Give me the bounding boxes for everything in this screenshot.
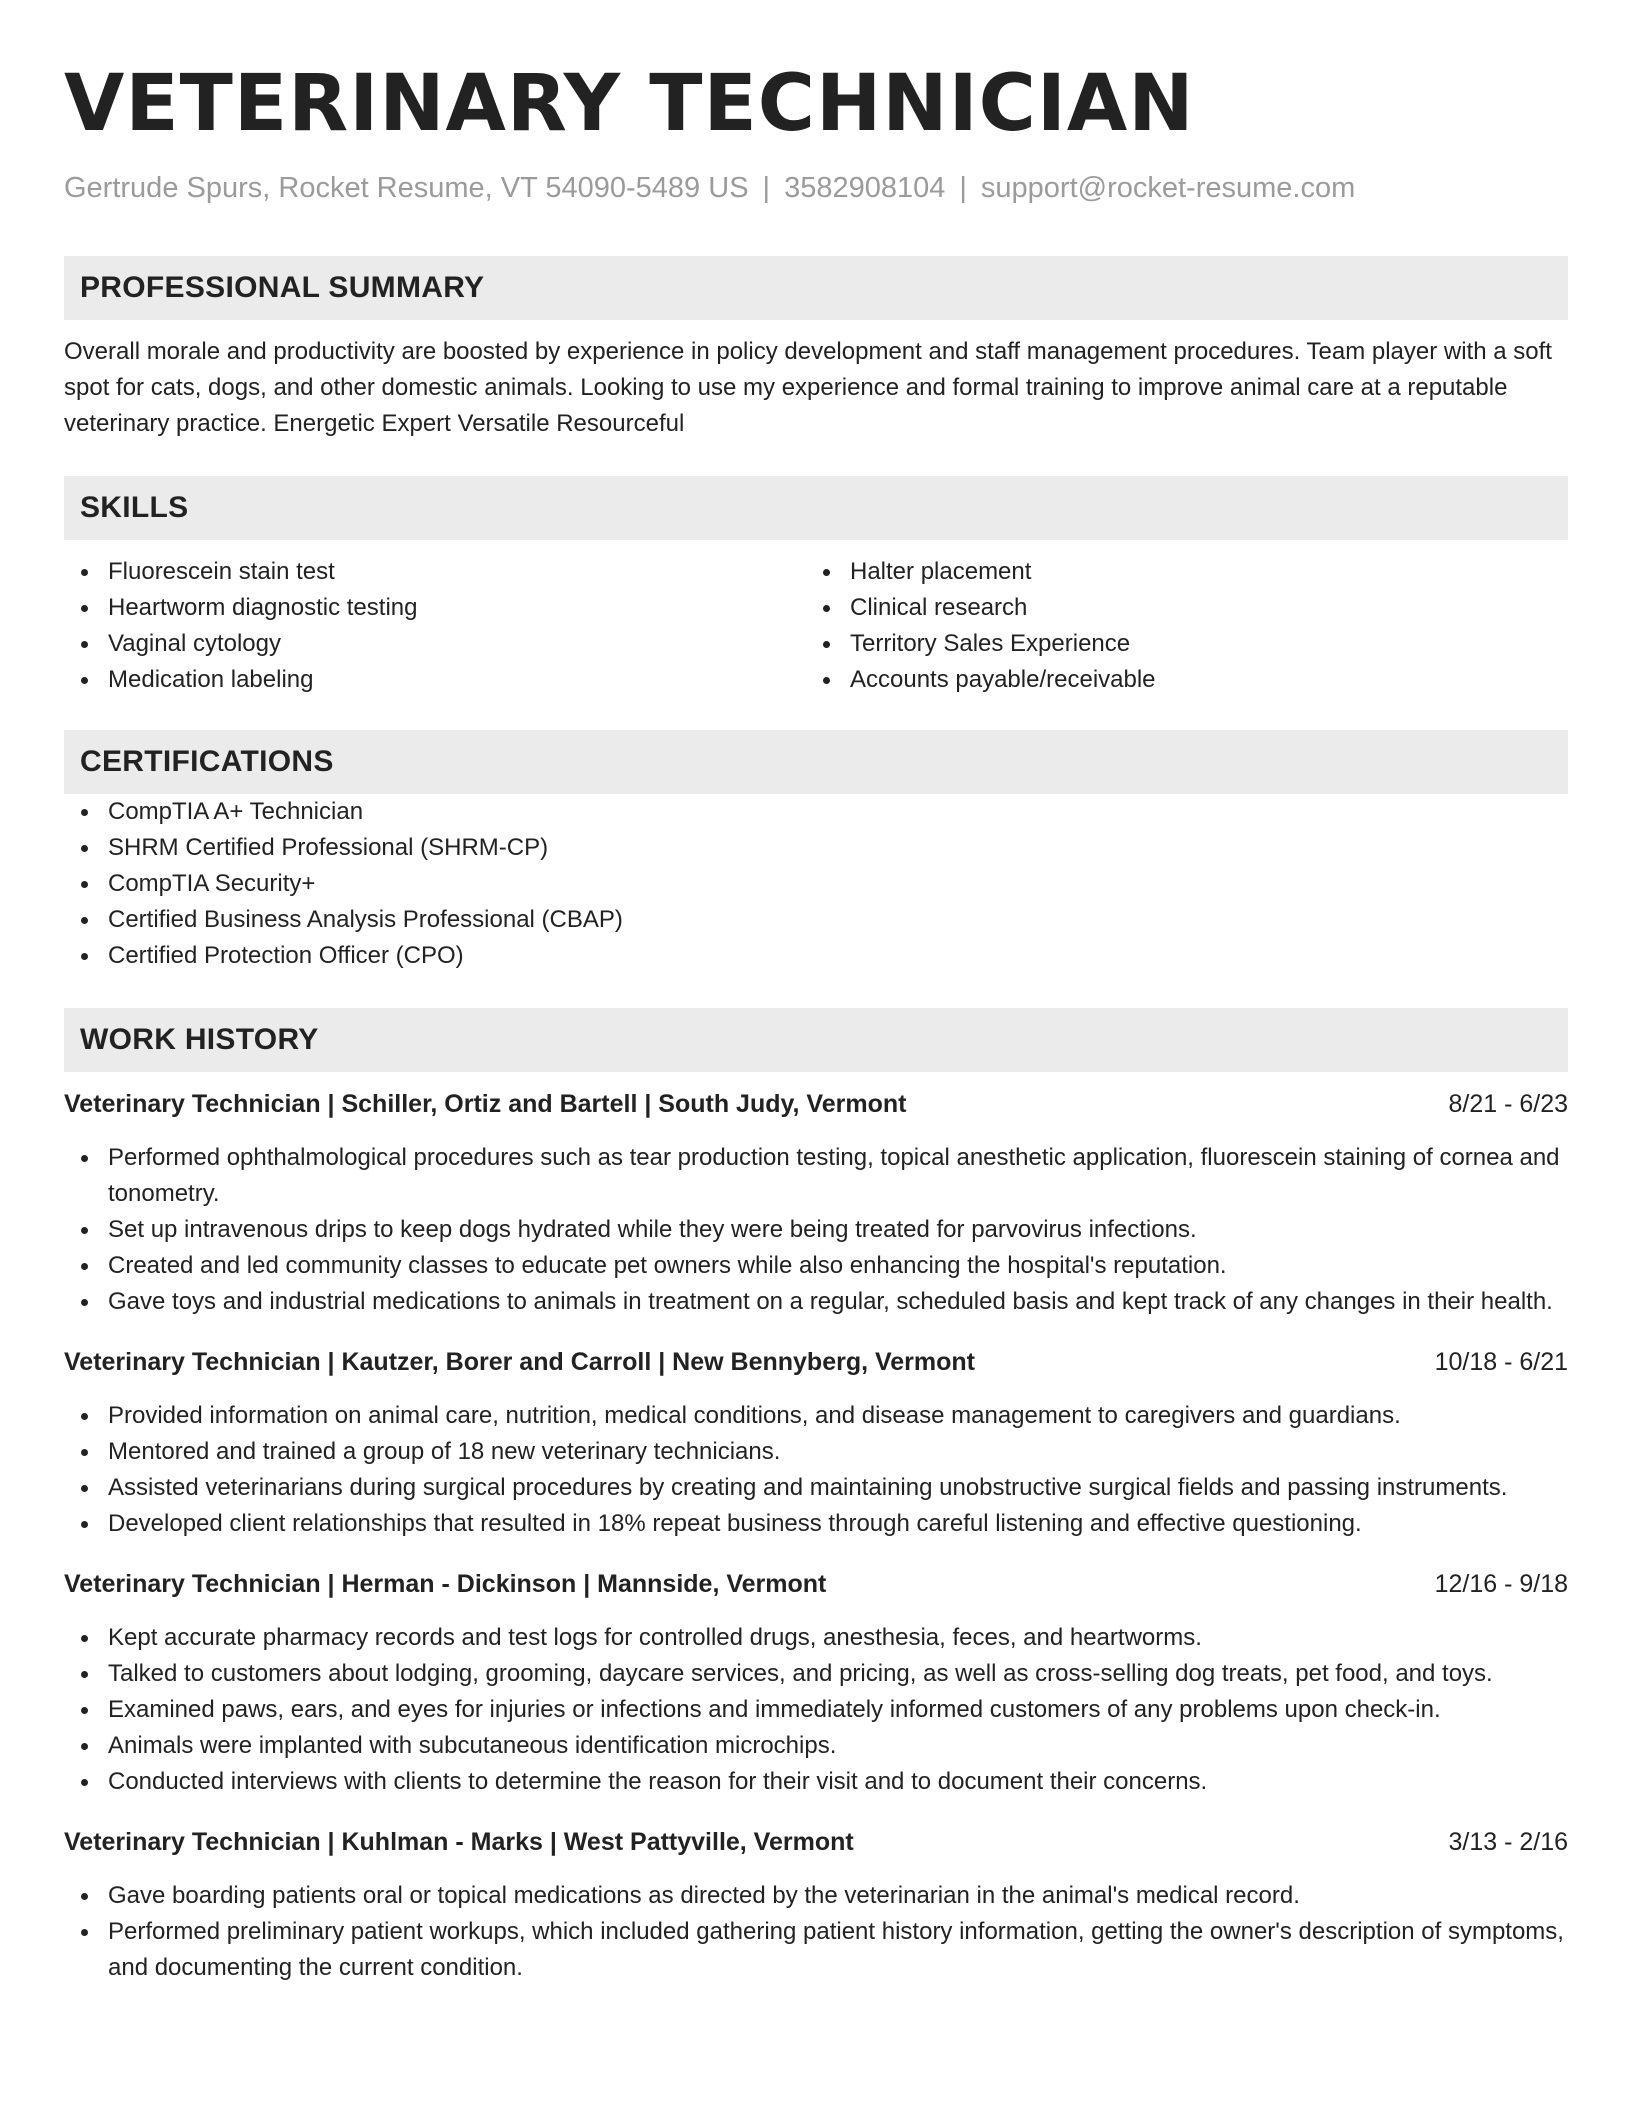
contact-address: Gertrude Spurs, Rocket Resume, VT 54090-5489 US (64, 172, 749, 204)
certification-item: Certified Protection Officer (CPO) (64, 938, 1568, 974)
job-bullet: Kept accurate pharmacy records and test logs for controlled drugs, anesthesia, feces, and heartworms. (64, 1620, 1568, 1656)
certification-item: Certified Business Analysis Professional (CBAP) (64, 902, 1568, 938)
certification-item: CompTIA Security+ (64, 866, 1568, 902)
section-heading-work-history: WORK HISTORY (64, 1008, 1568, 1072)
contact-separator: | (959, 172, 967, 204)
job-bullet: Assisted veterinarians during surgical procedures by creating and maintaining unobstructive surgical fields and passing instruments. (64, 1470, 1568, 1506)
job-bullet: Examined paws, ears, and eyes for injuries or infections and immediately informed customers of any problems upon check-in. (64, 1692, 1568, 1728)
job-dates: 3/13 - 2/16 (1448, 1828, 1568, 1856)
resume-title: VETERINARY TECHNICIAN (64, 59, 1195, 149)
job-header (64, 1344, 1568, 1380)
section-heading-certifications: CERTIFICATIONS (64, 730, 1568, 794)
job-bullet: Conducted interviews with clients to determine the reason for their visit and to document their concerns. (64, 1764, 1568, 1800)
job-entry (64, 1824, 1568, 1986)
job-entry (64, 1566, 1568, 1800)
skills-list-left (64, 554, 806, 698)
contact-email: support@rocket-resume.com (980, 172, 1356, 204)
contact-separator: | (762, 172, 771, 204)
skill-item: Heartworm diagnostic testing (64, 590, 806, 626)
job-bullets (64, 1398, 1568, 1542)
job-entry (64, 1086, 1568, 1320)
job-dates: 10/18 - 6/21 (1434, 1348, 1568, 1376)
job-header (64, 1566, 1568, 1602)
certification-item: SHRM Certified Professional (SHRM-CP) (64, 830, 1568, 866)
job-bullet: Mentored and trained a group of 18 new veterinary technicians. (64, 1434, 1568, 1470)
section-heading-summary: PROFESSIONAL SUMMARY (64, 256, 1568, 320)
job-bullet: Performed ophthalmological procedures such as tear production testing, topical anesthetic application, fluorescein staining of cornea and tonometry. (64, 1140, 1568, 1212)
section-heading-skills: SKILLS (64, 476, 1568, 540)
job-bullet: Gave boarding patients oral or topical medications as directed by the veterinarian in the animal's medical record. (64, 1878, 1568, 1914)
job-bullet: Animals were implanted with subcutaneous identification microchips. (64, 1728, 1568, 1764)
summary-paragraph: Overall morale and productivity are boosted by experience in policy development and staff management procedures. Team player with a soft spot for cats, dogs, and other domestic animals. Looking to use my experience and formal training to improve animal care at a reputable veterinary practice. Energetic Expert Versatile Resourceful (64, 338, 1552, 437)
job-entry (64, 1344, 1568, 1542)
job-bullets (64, 1620, 1568, 1800)
job-bullet: Developed client relationships that resulted in 18% repeat business through careful listening and effective questioning. (64, 1506, 1568, 1542)
contact-phone: 3582908104 (784, 172, 946, 204)
job-title: Veterinary Technician | Kautzer, Borer and Carroll | New Bennyberg, Vermont (64, 1348, 976, 1376)
certification-item: CompTIA A+ Technician (64, 794, 1568, 830)
job-bullet: Set up intravenous drips to keep dogs hydrated while they were being treated for parvovirus infections. (64, 1212, 1568, 1248)
job-header (64, 1086, 1568, 1122)
skill-item: Territory Sales Experience (806, 626, 1548, 662)
skill-item: Medication labeling (64, 662, 806, 698)
skills-list-right (806, 554, 1548, 698)
job-header (64, 1824, 1568, 1860)
job-bullet: Created and led community classes to educate pet owners while also enhancing the hospital's reputation. (64, 1248, 1568, 1284)
job-title: Veterinary Technician | Kuhlman - Marks | West Pattyville, Vermont (64, 1828, 854, 1856)
job-title: Veterinary Technician | Herman - Dickinson | Mannside, Vermont (64, 1570, 827, 1598)
certifications-list (64, 794, 1568, 974)
skills-grid (64, 554, 1568, 698)
job-bullet: Performed preliminary patient workups, which included gathering patient history information, getting the owner's description of symptoms, and documenting the current condition. (64, 1914, 1568, 1986)
resume-page (64, 0, 1568, 1986)
skill-item: Vaginal cytology (64, 626, 806, 662)
job-title: Veterinary Technician | Schiller, Ortiz and Bartell | South Judy, Vermont (64, 1090, 907, 1118)
job-dates: 12/16 - 9/18 (1434, 1570, 1568, 1598)
skill-item: Halter placement (806, 554, 1548, 590)
skill-item: Clinical research (806, 590, 1548, 626)
skill-item: Fluorescein stain test (64, 554, 806, 590)
job-bullets (64, 1140, 1568, 1320)
job-bullet: Gave toys and industrial medications to animals in treatment on a regular, scheduled basis and kept track of any changes in their health. (64, 1284, 1568, 1320)
job-bullet: Provided information on animal care, nutrition, medical conditions, and disease management to caregivers and guardians. (64, 1398, 1568, 1434)
job-bullets (64, 1878, 1568, 1986)
contact-line (64, 170, 1568, 206)
job-dates: 8/21 - 6/23 (1448, 1090, 1568, 1118)
job-bullet: Talked to customers about lodging, grooming, daycare services, and pricing, as well as cross-selling dog treats, pet food, and toys. (64, 1656, 1568, 1692)
skill-item: Accounts payable/receivable (806, 662, 1548, 698)
